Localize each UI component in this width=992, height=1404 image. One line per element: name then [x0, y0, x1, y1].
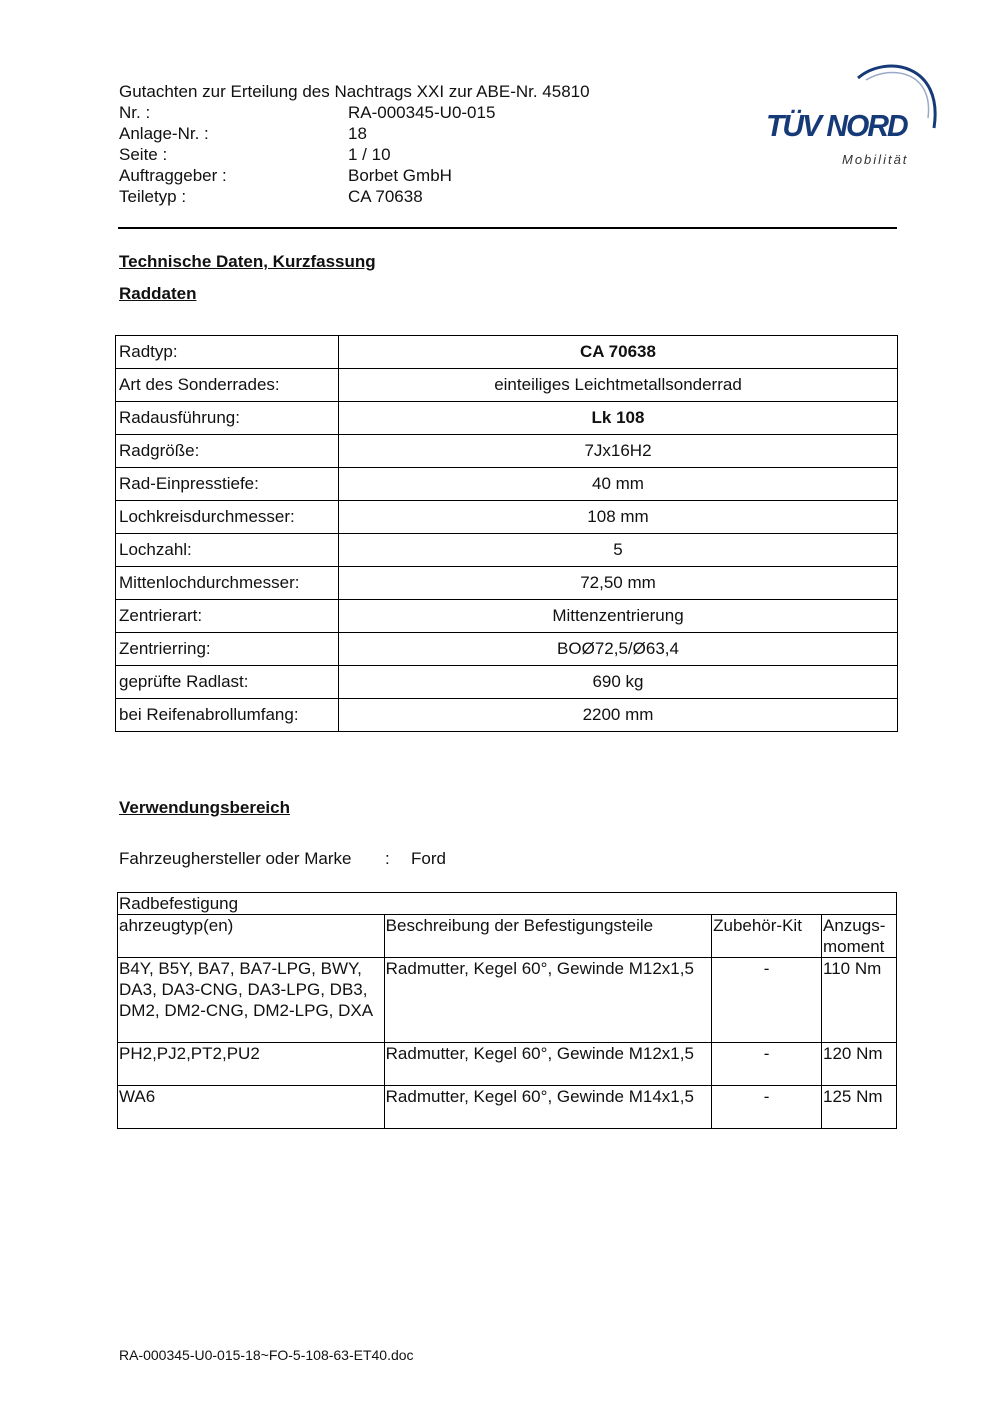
row-label: Rad-Einpresstiefe:: [116, 468, 339, 501]
table-row: [116, 369, 898, 402]
cell-kit: -: [712, 1043, 822, 1086]
cell-moment: 110 Nm: [822, 958, 897, 1043]
row-value: 108 mm: [339, 501, 898, 534]
table-row: [116, 699, 898, 732]
header-key: Auftraggeber :: [119, 166, 227, 185]
fahrzeughersteller-label: Fahrzeughersteller oder Marke: [119, 849, 352, 868]
header-key: Anlage-Nr. :: [119, 124, 209, 143]
table-row: [116, 534, 898, 567]
cell-beschreibung: Radmutter, Kegel 60°, Gewinde M12x1,5: [384, 958, 711, 1043]
row-label: Zentrierart:: [116, 600, 339, 633]
table-row: [116, 501, 898, 534]
header-value: RA-000345-U0-015: [348, 103, 496, 122]
header-key: Nr. :: [119, 103, 151, 122]
table-row: [118, 958, 897, 1043]
table-row: [116, 435, 898, 468]
table-row: [116, 567, 898, 600]
cell-beschreibung: Radmutter, Kegel 60°, Gewinde M12x1,5: [384, 1043, 711, 1086]
table-row: [116, 666, 898, 699]
header-row-anlage: [119, 123, 590, 144]
table-row: [116, 402, 898, 435]
fahrzeughersteller-sep: :: [385, 849, 390, 868]
table-header-row: [118, 915, 897, 958]
cell-moment: 125 Nm: [822, 1086, 897, 1129]
row-value: CA 70638: [339, 336, 898, 369]
document-title: Gutachten zur Erteilung des Nachtrags XXI zur ABE-Nr. 45810: [119, 82, 590, 101]
row-value: 2200 mm: [339, 699, 898, 732]
row-label: Radausführung:: [116, 402, 339, 435]
radbefestigung-table: [117, 892, 897, 1129]
cell-moment: 120 Nm: [822, 1043, 897, 1086]
header-value: Borbet GmbH: [348, 166, 452, 185]
row-value: einteiliges Leichtmetallsonderrad: [339, 369, 898, 402]
table-row: [118, 1086, 897, 1129]
section-verwendungsbereich: Verwendungsbereich: [119, 798, 290, 817]
table-row: [116, 600, 898, 633]
cell-beschreibung: Radmutter, Kegel 60°, Gewinde M14x1,5: [384, 1086, 711, 1129]
row-label: Radgröße:: [116, 435, 339, 468]
header-row-nr: [119, 102, 590, 123]
col-header-fahrzeugtyp: ahrzeugtyp(en): [118, 915, 385, 958]
row-label: bei Reifenabrollumfang:: [116, 699, 339, 732]
row-value: 40 mm: [339, 468, 898, 501]
section-raddaten: Raddaten: [119, 284, 197, 303]
table-row: [116, 336, 898, 369]
row-value: 5: [339, 534, 898, 567]
header-divider: [118, 227, 897, 229]
fahrzeughersteller-line: [119, 849, 446, 869]
col-header-beschreibung: Beschreibung der Befestigungsteile: [384, 915, 711, 958]
raddaten-table: [115, 335, 898, 732]
header-row-teiletyp: [119, 186, 590, 207]
cell-typ: WA6: [118, 1086, 385, 1129]
cell-kit: -: [712, 958, 822, 1043]
table-row: [116, 633, 898, 666]
logo-brand: TÜV NORD: [766, 109, 907, 144]
footer-filename: RA-000345-U0-015-18~FO-5-108-63-ET40.doc: [119, 1347, 414, 1363]
header-row-auftraggeber: [119, 165, 590, 186]
header-value: 18: [348, 124, 367, 143]
col-header-anzugsmoment: Anzugs- moment: [822, 915, 897, 958]
row-label: Lochkreisdurchmesser:: [116, 501, 339, 534]
row-value: Mittenzentrierung: [339, 600, 898, 633]
row-label: Mittenlochdurchmesser:: [116, 567, 339, 600]
cell-typ: PH2,PJ2,PT2,PU2: [118, 1043, 385, 1086]
row-label: Zentrierring:: [116, 633, 339, 666]
cell-kit: -: [712, 1086, 822, 1129]
section-technische-daten: Technische Daten, Kurzfassung: [119, 252, 376, 271]
header-key: Seite :: [119, 145, 168, 164]
document-header: [119, 81, 590, 207]
row-label: Art des Sonderrades:: [116, 369, 339, 402]
row-label: Radtyp:: [116, 336, 339, 369]
row-label: Lochzahl:: [116, 534, 339, 567]
row-label: geprüfte Radlast:: [116, 666, 339, 699]
radbefestigung-title: Radbefestigung: [118, 893, 897, 915]
cell-typ: B4Y, B5Y, BA7, BA7-LPG, BWY, DA3, DA3-CNG, DA3-LPG, DB3, DM2, DM2-CNG, DM2-LPG, DXA: [118, 958, 385, 1043]
tuv-nord-logo: [766, 60, 942, 170]
table-row: [116, 468, 898, 501]
table-title-row: [118, 893, 897, 915]
logo-sub: Mobilität: [842, 152, 909, 167]
fahrzeughersteller-value: Ford: [411, 849, 446, 868]
col-header-zubehoer: Zubehör-Kit: [712, 915, 822, 958]
row-value: 7Jx16H2: [339, 435, 898, 468]
header-key: Teiletyp :: [119, 187, 187, 206]
header-row-seite: [119, 144, 590, 165]
table-row: [118, 1043, 897, 1086]
header-value: CA 70638: [348, 187, 423, 206]
header-value: 1 / 10: [348, 145, 391, 164]
row-value: BOØ72,5/Ø63,4: [339, 633, 898, 666]
row-value: 690 kg: [339, 666, 898, 699]
row-value: 72,50 mm: [339, 567, 898, 600]
row-value: Lk 108: [339, 402, 898, 435]
